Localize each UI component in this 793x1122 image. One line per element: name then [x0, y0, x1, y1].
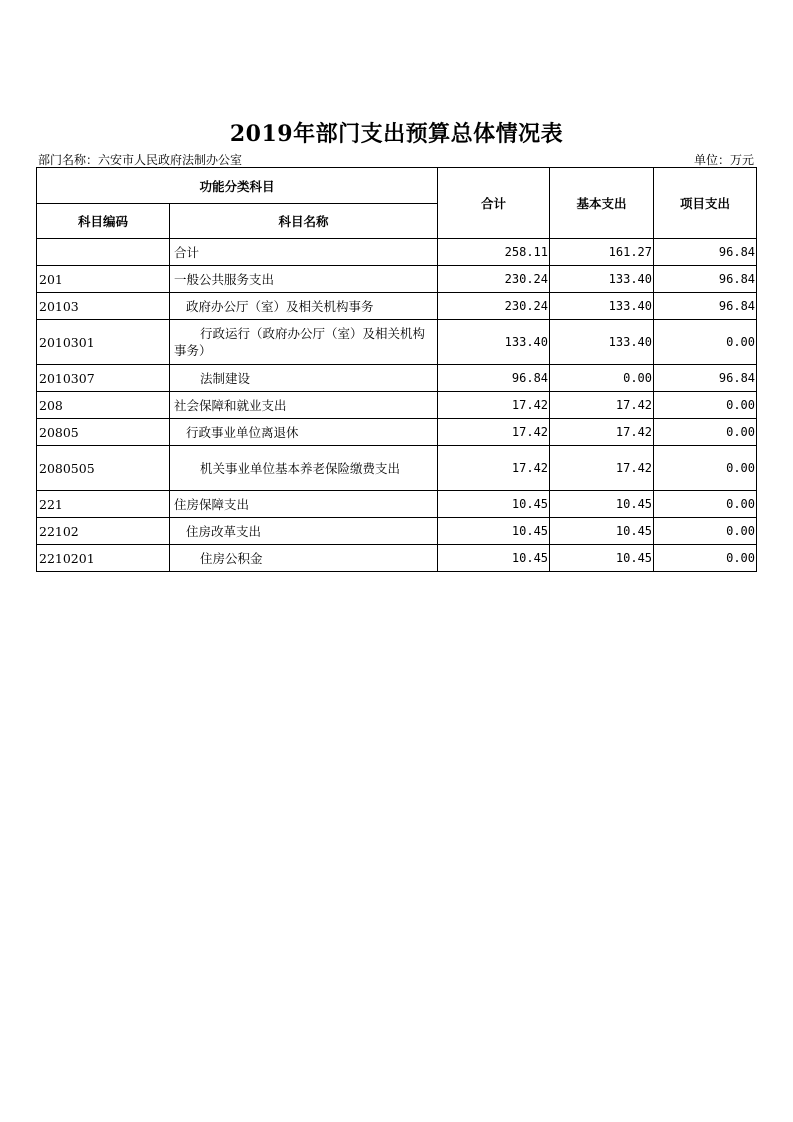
cell-project: 0.00: [654, 446, 757, 491]
cell-name: 社会保障和就业支出: [170, 392, 438, 419]
cell-project: 96.84: [654, 266, 757, 293]
table-row: [37, 518, 757, 545]
cell-basic: 10.45: [550, 491, 654, 518]
cell-code: [37, 239, 170, 266]
cell-name: 一般公共服务支出: [170, 266, 438, 293]
table-row: [37, 491, 757, 518]
cell-total: 17.42: [438, 392, 550, 419]
table-row: [37, 446, 757, 491]
cell-project: 96.84: [654, 239, 757, 266]
unit-label: 单位：万元: [693, 153, 754, 167]
header-code: 科目编码: [37, 204, 170, 239]
cell-total: 10.45: [438, 518, 550, 545]
cell-name-text: 机关事业单位基本养老保险缴费支出: [200, 460, 401, 476]
cell-basic: 10.45: [550, 545, 654, 572]
department-info: [38, 151, 242, 168]
cell-code: 201: [37, 266, 170, 293]
cell-code: 2080505: [37, 446, 170, 491]
cell-name: 法制建设: [170, 365, 438, 392]
cell-project: 0.00: [654, 518, 757, 545]
cell-code: 2010301: [37, 320, 170, 365]
cell-total: 17.42: [438, 446, 550, 491]
cell-code: 22102: [37, 518, 170, 545]
header-total: 合计: [438, 168, 550, 239]
cell-basic: 0.00: [550, 365, 654, 392]
cell-code: 20103: [37, 293, 170, 320]
table-row: [37, 266, 757, 293]
cell-total: 96.84: [438, 365, 550, 392]
budget-table: [36, 167, 757, 572]
cell-basic: 133.40: [550, 266, 654, 293]
cell-name: [170, 446, 438, 491]
cell-code: 2010307: [37, 365, 170, 392]
page-title: 2019年部门支出预算总体情况表: [229, 121, 564, 147]
cell-basic: 17.42: [550, 419, 654, 446]
cell-code: 2210201: [37, 545, 170, 572]
table-row: [37, 545, 757, 572]
header-category: 功能分类科目: [37, 168, 438, 204]
cell-basic: 161.27: [550, 239, 654, 266]
cell-total: 258.11: [438, 239, 550, 266]
cell-name: [170, 320, 438, 365]
cell-basic: 133.40: [550, 293, 654, 320]
cell-total: 230.24: [438, 266, 550, 293]
cell-total: 17.42: [438, 419, 550, 446]
cell-name: 住房保障支出: [170, 491, 438, 518]
table-row: [37, 293, 757, 320]
cell-total: 10.45: [438, 545, 550, 572]
cell-project: 96.84: [654, 365, 757, 392]
cell-total: 10.45: [438, 491, 550, 518]
table-row: [37, 365, 757, 392]
cell-project: 0.00: [654, 320, 757, 365]
cell-basic: 17.42: [550, 446, 654, 491]
cell-code: 208: [37, 392, 170, 419]
cell-project: 0.00: [654, 419, 757, 446]
cell-basic: 17.42: [550, 392, 654, 419]
table-row: [37, 392, 757, 419]
department-label: 部门名称：: [38, 153, 99, 167]
cell-project: 96.84: [654, 293, 757, 320]
cell-total: 230.24: [438, 293, 550, 320]
table-row: [37, 320, 757, 365]
cell-project: 0.00: [654, 392, 757, 419]
cell-name: 住房改革支出: [170, 518, 438, 545]
cell-basic: 133.40: [550, 320, 654, 365]
table-row: [37, 419, 757, 446]
header-name: 科目名称: [170, 204, 438, 239]
cell-name: 住房公积金: [170, 545, 438, 572]
cell-project: 0.00: [654, 545, 757, 572]
cell-name: 合计: [170, 239, 438, 266]
cell-name-text: 行政运行（政府办公厅（室）及相关机构事务）: [174, 326, 426, 358]
table-row: [37, 239, 757, 266]
cell-basic: 10.45: [550, 518, 654, 545]
header-basic: 基本支出: [550, 168, 654, 239]
header-project: 项目支出: [654, 168, 757, 239]
cell-total: 133.40: [438, 320, 550, 365]
cell-code: 221: [37, 491, 170, 518]
cell-name: 政府办公厅（室）及相关机构事务: [170, 293, 438, 320]
cell-name: 行政事业单位离退休: [170, 419, 438, 446]
cell-code: 20805: [37, 419, 170, 446]
cell-project: 0.00: [654, 491, 757, 518]
department-name: 六安市人民政府法制办公室: [98, 153, 243, 167]
